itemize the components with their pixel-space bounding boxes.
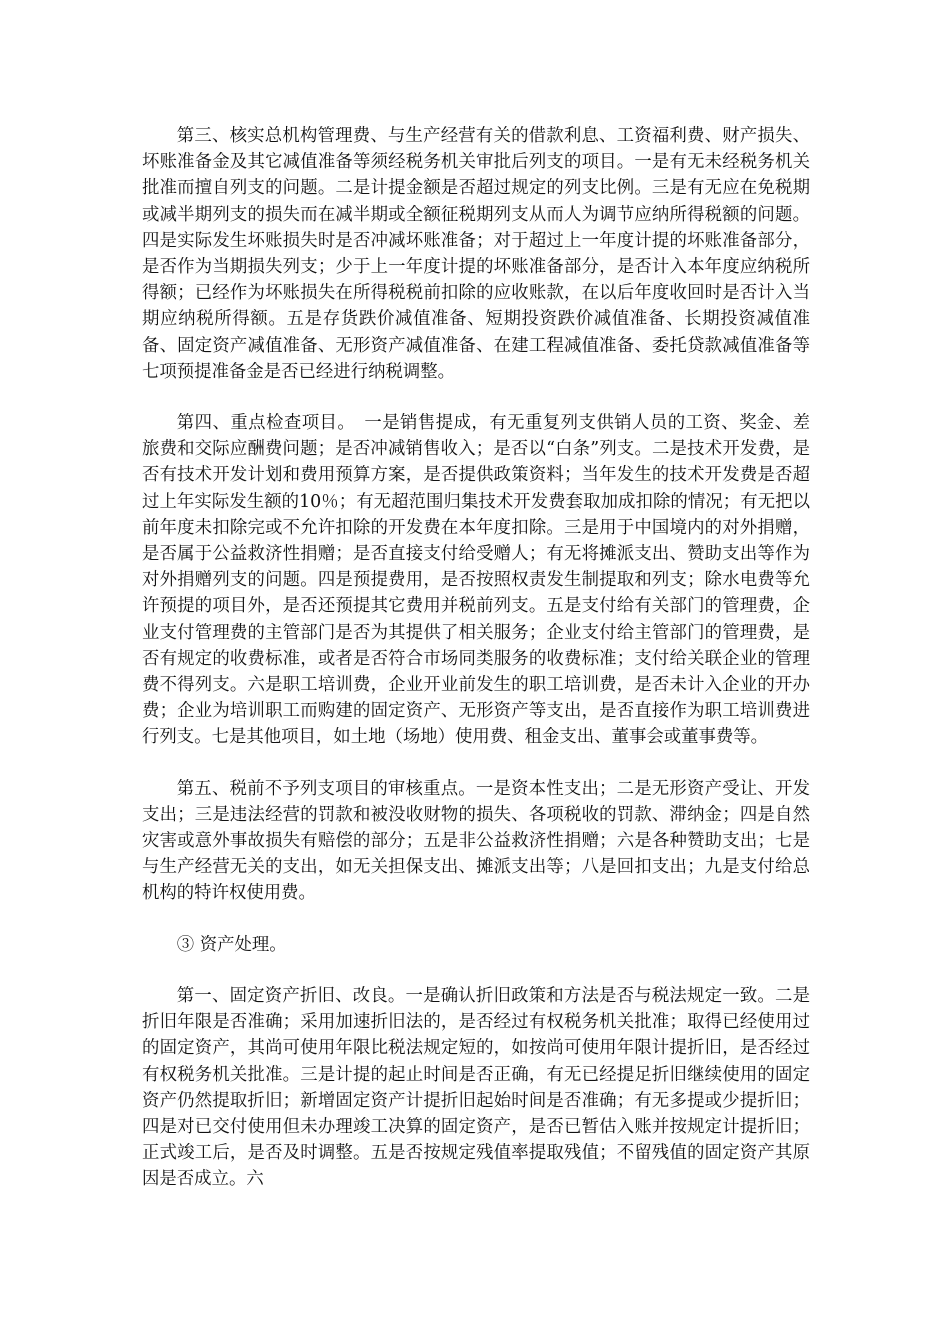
paragraph-section-four: 第四、重点检查项目。 一是销售提成，有无重复列支供销人员的工资、奖金、差旅费和交际应酬费问题；是否冲减销售收入；是否以“白条”列支。二是技术开发费，是否有技术开发计划和费用预算方案，是否提供政策资料；当年发生的技术开发费是否超过上年实际发生额的10％；有无超范围归集技术开发费套取加成扣除的情况；有无把以前年度未扣除完或不允许扣除的开发费在本年度扣除。三是用于中国境内的对外捐赠，是否属于公益救济性捐赠；是否直接支付给受赠人；有无将摊派支出、赞助支出等作为对外捐赠列支的问题。四是预提费用，是否按照权责发生制提取和列支；除水电费等允许预提的项目外，是否还预提其它费用并税前列支。五是支付给有关部门的管理费，企业支付管理费的主管部门是否为其提供了相关服务；企业支付给主管部门的管理费，是否有规定的收费标准，或者是否符合市场同类服务的收费标准；支付给关联企业的管理费不得列支。六是职工培训费，企业开业前发生的职工培训费，是否未计入企业的开办费；企业为培训职工而购建的固定资产、无形资产等支出，是否直接作为职工培训费进行列支。七是其他项目，如土地（场地）使用费、租金支出、董事会或董事费等。 xyxy=(142,413,810,748)
document-body xyxy=(142,123,810,1218)
section-heading-asset-handling: ③ 资产处理。 xyxy=(176,934,287,955)
paragraph-section-five: 第五、税前不予列支项目的审核重点。一是资本性支出；二是无形资产受让、开发支出；三是违法经营的罚款和被没收财物的损失、各项税收的罚款、滞纳金；四是自然灾害或意外事故损失有赔偿的部分；五是非公益救济性捐赠；六是各种赞助支出；七是与生产经营无关的支出，如无关担保支出、摊派支出等；八是回扣支出；九是支付给总机构的特许权使用费。 xyxy=(142,778,810,904)
paragraph-section-three: 第三、核实总机构管理费、与生产经营有关的借款利息、工资福利费、财产损失、坏账准备金及其它减值准备等须经税务机关审批后列支的项目。一是有无未经税务机关批准而擅自列支的问题。二是计提金额是否超过规定的列支比例。三是有无应在免税期或减半期列支的损失而在减半期或全额征税期列支从而人为调节应纳所得税额的问题。四是实际发生坏账损失时是否冲减坏账准备；对于超过上一年度计提的坏账准备部分，是否作为当期损失列支；少于上一年度计提的坏账准备部分，是否计入本年度应纳税所得额；已经作为坏账损失在所得税税前扣除的应收账款，在以后年度收回时是否计入当期应纳税所得额。五是存货跌价减值准备、短期投资跌价减值准备、长期投资减值准备、固定资产减值准备、无形资产减值准备、在建工程减值准备、委托贷款减值准备等七项预提准备金是否已经进行纳税调整。 xyxy=(142,126,810,382)
paragraph-fixed-assets: 第一、固定资产折旧、改良。一是确认折旧政策和方法是否与税法规定一致。二是折旧年限是否准确；采用加速折旧法的，是否经过有权税务机关批准；取得已经使用过的固定资产，其尚可使用年限比税法规定短的，如按尚可使用年限计提折旧，是否经过有权税务机关批准。三是计提的起止时间是否正确，有无已经提足折旧继续使用的固定资产仍然提取折旧；新增固定资产计提折旧起始时间是否准确；有无多提或少提折旧；四是对已交付使用但未办理竣工决算的固定资产，是否已暂估入账并按规定计提折旧；正式竣工后，是否及时调整。五是否按规定残值率提取残值；不留残值的固定资产其原因是否成立。六 xyxy=(142,985,810,1190)
